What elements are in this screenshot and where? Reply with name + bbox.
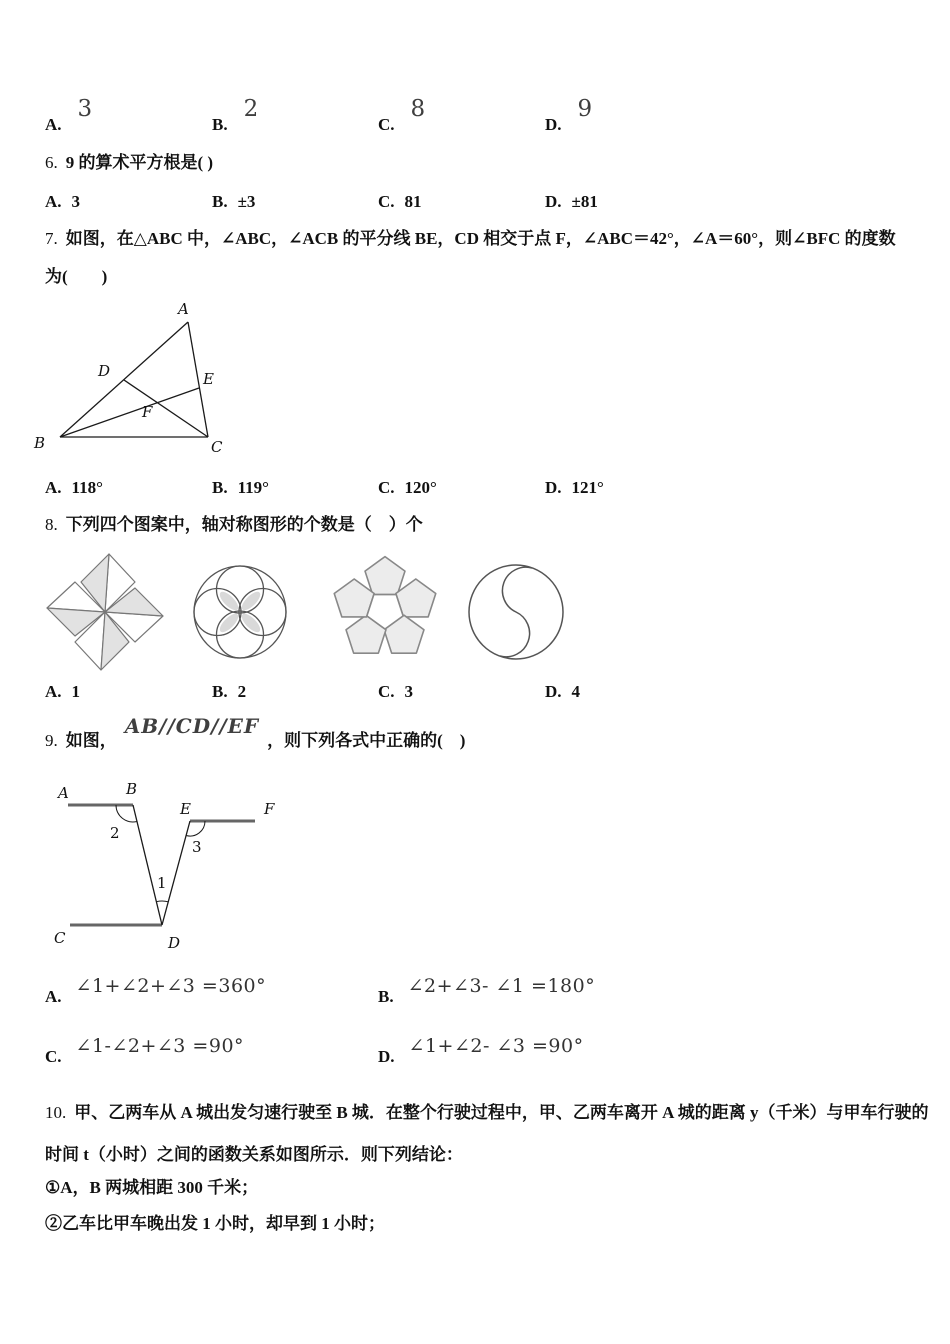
- option-letter: B.: [212, 478, 228, 497]
- option-letter: D.: [545, 682, 562, 701]
- option-letter: D.: [545, 115, 562, 134]
- question-number: 8.: [45, 515, 58, 534]
- q9-option-b: [378, 975, 596, 1007]
- option-letter: A.: [45, 115, 62, 134]
- q5-option-a: [45, 95, 92, 135]
- q8-option-d: [545, 682, 580, 702]
- q6-option-c: [378, 192, 422, 212]
- option-letter: A.: [45, 682, 62, 701]
- q8-option-a: [45, 682, 80, 702]
- option-letter: D.: [378, 1047, 395, 1066]
- option-formula: ∠1+∠2- ∠3 =90°: [408, 1035, 584, 1057]
- option-letter: B.: [212, 115, 228, 134]
- q9-parallel-lines-figure: [40, 778, 290, 958]
- question-number: 6.: [45, 153, 58, 172]
- q7-stem-line1: [45, 228, 896, 250]
- q9-option-a: [45, 975, 267, 1007]
- option-math-value: 2: [243, 96, 259, 122]
- q5-option-b: [212, 95, 258, 135]
- option-letter: A.: [45, 987, 62, 1006]
- option-value: 1: [71, 682, 81, 701]
- q6-option-d: [545, 192, 598, 212]
- option-letter: B.: [212, 192, 228, 211]
- q8-options-row: [0, 682, 950, 706]
- question-text-suffix: ，则下列各式中正确的( ): [267, 731, 466, 750]
- option-letter: C.: [378, 115, 395, 134]
- point-label-c: C: [54, 929, 66, 947]
- q7-triangle-figure: [28, 292, 263, 460]
- option-letter: C.: [45, 1047, 62, 1066]
- q6-options-row: [0, 192, 950, 216]
- point-label-b: B: [126, 780, 138, 798]
- parallel-lines: [68, 805, 255, 925]
- option-letter: C.: [378, 682, 395, 701]
- option-value: ±3: [237, 192, 256, 211]
- option-math-value: 3: [77, 96, 93, 122]
- q7-option-a: [45, 478, 103, 498]
- q8-stem: [45, 514, 423, 536]
- vertex-label-d: D: [98, 362, 111, 380]
- transversal-lines: [133, 805, 190, 925]
- pinwheel-icon: [47, 554, 163, 670]
- option-letter: D.: [545, 478, 562, 497]
- option-letter: B.: [212, 682, 228, 701]
- vertex-label-f: F: [142, 403, 153, 421]
- option-value: 121°: [571, 478, 604, 497]
- option-value: 118°: [71, 478, 103, 497]
- vertex-label-c: C: [211, 438, 223, 456]
- q7-option-b: [212, 478, 269, 498]
- option-value: 3: [71, 192, 81, 211]
- option-letter: A.: [45, 478, 62, 497]
- option-value: 2: [237, 682, 247, 701]
- option-math-value: 9: [577, 96, 593, 122]
- option-math-value: 8: [410, 96, 426, 122]
- option-value: 4: [571, 682, 581, 701]
- question-number: 7.: [45, 229, 58, 248]
- option-value: 119°: [237, 478, 269, 497]
- overlapping-circles-icon: [194, 566, 286, 658]
- question-text: 9 的算术平方根是( ): [65, 153, 214, 172]
- option-letter: C.: [378, 192, 395, 211]
- option-value: 120°: [404, 478, 437, 497]
- vertex-label-e: E: [203, 370, 214, 388]
- option-formula: ∠1+∠2+∠3 =360°: [75, 975, 267, 997]
- q6-stem: [45, 152, 213, 174]
- q7-stem-line2: [45, 266, 107, 288]
- q7-option-c: [378, 478, 437, 498]
- q7-options-row: [0, 478, 950, 502]
- q7-option-d: [545, 478, 604, 498]
- question-text-prefix: 如图，: [65, 731, 117, 750]
- q5-options-row: [0, 95, 950, 137]
- conclusion-text: ①A，B 两城相距 300 千米；: [45, 1178, 259, 1197]
- angle-label-2: 2: [110, 824, 120, 842]
- option-value: 81: [404, 192, 422, 211]
- vertex-label-b: B: [34, 434, 46, 452]
- point-label-d: D: [168, 934, 181, 952]
- q9-option-c: [45, 1035, 245, 1067]
- option-value: ±81: [571, 192, 598, 211]
- q5-option-d: [545, 95, 592, 135]
- option-formula: ∠2+∠3- ∠1 =180°: [407, 975, 596, 997]
- q10-conclusion-2: [45, 1213, 385, 1235]
- question-text: 时间 t（小时）之间的函数关系如图所示．则下列结论：: [45, 1145, 463, 1164]
- q10-stem-line2: [45, 1144, 463, 1166]
- question-text: 甲、乙两车从 A 城出发匀速行驶至 B 城．在整个行驶过程中，甲、乙两车离开 A 城的距离 y（千米）与甲车行驶的: [74, 1103, 929, 1122]
- conclusion-text: ②乙车比甲车晚出发 1 小时，却早到 1 小时；: [45, 1214, 385, 1233]
- option-letter: B.: [378, 987, 394, 1006]
- question-text: 如图，在△ABC 中，∠ABC，∠ACB 的平分线 BE，CD 相交于点 F，∠ABC＝42°，∠A＝60°，则∠BFC 的度数: [65, 229, 896, 248]
- option-value: 3: [404, 682, 414, 701]
- q9-options-grid: [0, 975, 950, 1095]
- angle-label-3: 3: [192, 838, 202, 856]
- vertex-label-a: A: [178, 300, 189, 318]
- point-label-e: E: [180, 800, 191, 818]
- option-letter: A.: [45, 192, 62, 211]
- question-number: 10.: [45, 1103, 67, 1122]
- option-formula: ∠1-∠2+∠3 =90°: [75, 1035, 245, 1057]
- parallel-formula: AB//CD//EF: [124, 714, 260, 738]
- q8-option-b: [212, 682, 246, 702]
- yin-yang-icon: [469, 565, 563, 659]
- angle-label-1: 1: [157, 874, 167, 892]
- q6-option-a: [45, 192, 80, 212]
- question-number: 9.: [45, 731, 58, 750]
- q6-option-b: [212, 192, 255, 212]
- triangle-lines: [60, 322, 208, 437]
- point-label-a: A: [58, 784, 69, 802]
- q10-conclusion-1: [45, 1177, 258, 1199]
- question-text: 下列四个图案中，轴对称图形的个数是（ ）个: [65, 515, 423, 534]
- q8-patterns-figure: [35, 550, 580, 682]
- q9-stem: [45, 714, 466, 752]
- point-label-f: F: [264, 800, 275, 818]
- option-letter: C.: [378, 478, 395, 497]
- question-text: 为( ): [45, 267, 108, 286]
- pentagon-flower-icon: [328, 557, 442, 665]
- q9-option-d: [378, 1035, 584, 1067]
- q10-stem-line1: [45, 1102, 929, 1124]
- q5-option-c: [378, 95, 425, 135]
- q8-option-c: [378, 682, 413, 702]
- option-letter: D.: [545, 192, 562, 211]
